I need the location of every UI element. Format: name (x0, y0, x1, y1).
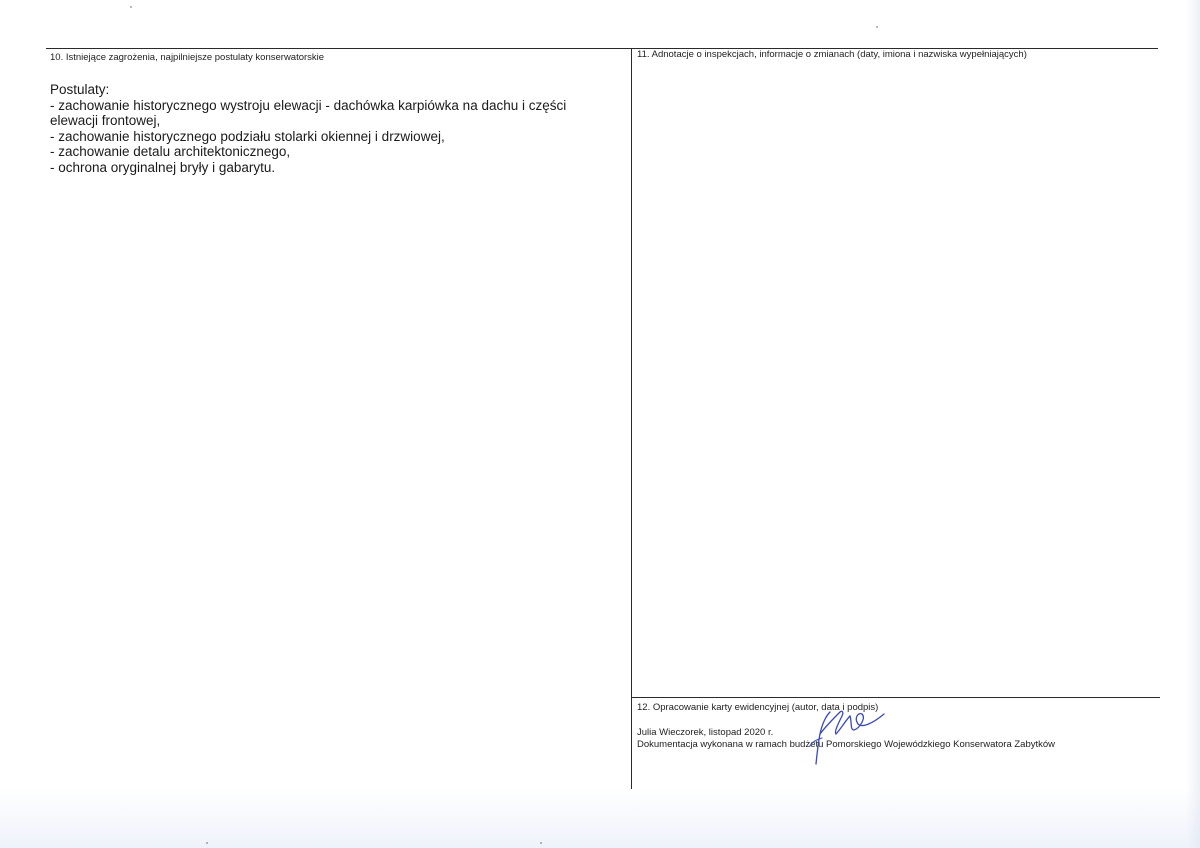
postulate-line: elewacji frontowej, (50, 113, 161, 128)
funding-line: Dokumentacja wykonana w ramach budżetu Pomorskiego Wojewódzkiego Konserwatora Zabytków (637, 739, 1056, 750)
scan-speck (876, 26, 878, 28)
author-line: Julia Wieczorek, listopad 2020 r. (637, 727, 774, 738)
section-10-heading: 10. Istniejące zagrożenia, najpilniejsze postulaty konserwatorskie (50, 52, 325, 63)
section-12-top-rule (631, 697, 1160, 698)
scan-speck (206, 842, 208, 844)
scan-edge-shadow (1186, 0, 1200, 848)
postulate-line: - zachowanie detalu architektonicznego, (50, 144, 291, 159)
section-10-postulates (50, 82, 566, 175)
section-11-heading: 11. Adnotacje o inspekcjach, informacje o zmianach (daty, imiona i nazwiska wypełniających) (637, 49, 1027, 60)
postulates-subheading: Postulaty: (50, 82, 110, 97)
column-divider (631, 48, 632, 789)
scan-speck (540, 842, 542, 844)
scan-speck (130, 6, 132, 8)
section-12-heading: 12. Opracowanie karty ewidencyjnej (autor, data i podpis) (637, 702, 879, 713)
postulate-line: - ochrona oryginalnej bryły i gabarytu. (50, 159, 276, 175)
postulate-line: - zachowanie historycznego podziału stolarki okiennej i drzwiowej, (50, 128, 445, 144)
postulate-line: - zachowanie historycznego wystroju elewacji - dachówka karpiówka na dachu i części (50, 97, 567, 113)
signature-image (800, 704, 890, 768)
